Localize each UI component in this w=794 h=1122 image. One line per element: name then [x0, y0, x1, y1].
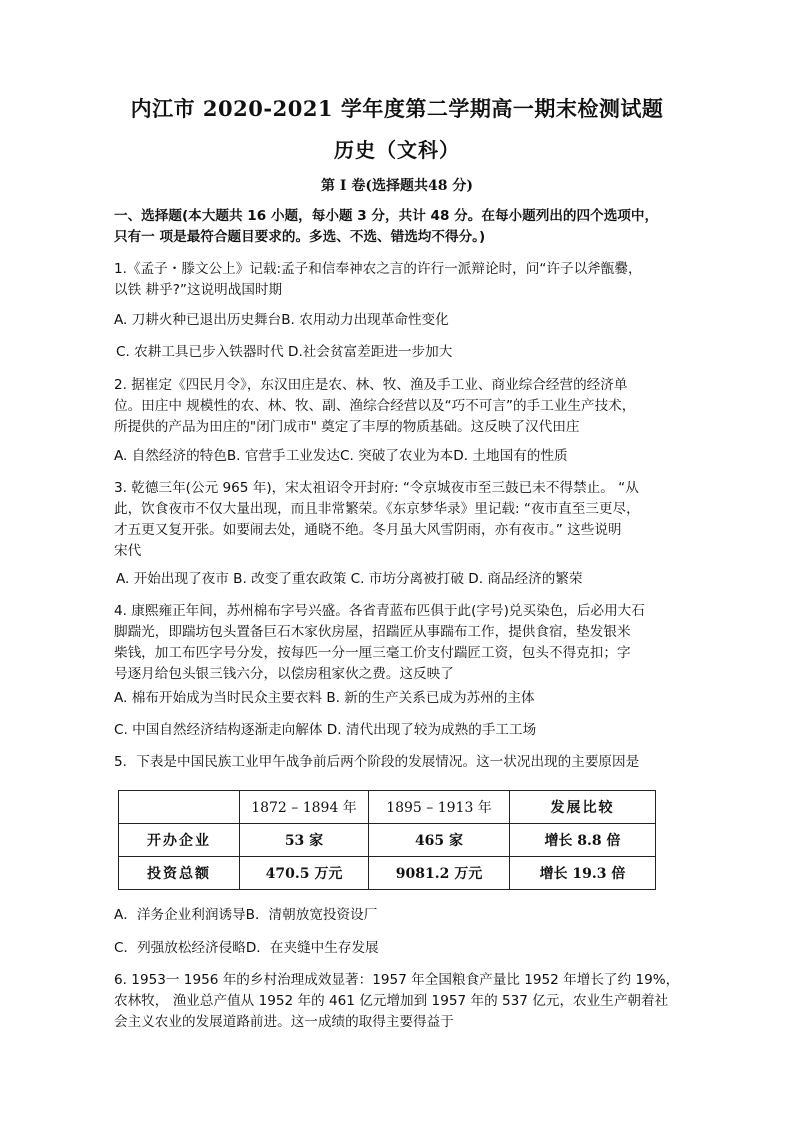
table-header-cell: [119, 791, 240, 824]
instructions-line: 只有一 项是最符合题目要求的。多选、不选、错选均不得分。): [114, 229, 486, 245]
question-4-option: C. 中国自然经济结构逐渐走向解体 D. 清代出现了较为成熟的手工工场: [114, 722, 537, 738]
section-heading: 第 Ⅰ 卷(选择题共48 分): [321, 178, 473, 194]
instructions-line: 一、选择题(本大题共 16 小题，每小题 3 分，共计 48 分。在每小题列出的四个选项中，: [114, 208, 659, 224]
table-cell: 470.5 万元: [240, 857, 369, 890]
question-5-option: C．列强放松经济侵略D．在夹缝中生存发展: [114, 940, 379, 956]
table-row: [119, 857, 656, 890]
question-3-stem: 3. 乾德三年(公元 965 年)，宋太祖诏令开封府: “令京城夜市至三鼓已未不得禁止。 “从 此，饮食夜市不仅大量出现，而且非常繁荣。《东京梦华录》里记载: “夜市直至三更尽， 才五更又复开张。如要闹去处，通晓不绝。冬月虽大风雪阴雨，亦有夜市。” 这些说明 宋代: [114, 480, 640, 559]
table-cell: 开办企业: [119, 824, 240, 857]
question-1-option: C. 农耕工具已步入铁器时代 D.社会贫富差距进一步加大: [116, 344, 453, 360]
question-4-option: A. 棉布开始成为当时民众主要衣料 B. 新的生产关系已成为苏州的主体: [114, 690, 535, 706]
question-1-option: A. 刀耕火种已退出历史舞台B. 农用动力出现革命性变化: [114, 312, 449, 328]
question-4-stem: 4. 康熙雍正年间，苏州棉布字号兴盛。各省青蓝布匹俱于此(字号)兑买染色，后必用大石 脚踹光，即踹坊包头置备巨石木家伙房屋，招踹匠从事踹布工作，提供食宿，垫发银米 柴钱，加工布匹字号分发，按每匹一分一厘三毫工价支付踹匠工资，包头不得克扣；字 号逐月给包头银三钱六分，以偿房租家伙之费。这反映了: [114, 603, 645, 682]
table-cell: 9081.2 万元: [369, 857, 510, 890]
question-3-option: A. 开始出现了夜市 B. 改变了重农政策 C. 市坊分离被打破 D. 商品经济的繁荣: [116, 571, 583, 587]
question-5-option: A．洋务企业利润诱导B．清朝放宽投资设厂: [114, 907, 378, 923]
question-5-stem: 5．下表是中国民族工业甲午战争前后两个阶段的发展情况。这一状况出现的主要原因是: [114, 754, 640, 770]
question-2-option: A. 自然经济的特色B. 官营手工业发达C. 突破了农业为本D. 土地国有的性质: [114, 448, 568, 464]
table-header-cell: 1872 – 1894 年: [240, 791, 369, 824]
data-table: [118, 790, 656, 890]
table-cell: 增长 19.3 倍: [510, 857, 656, 890]
instructions: [114, 206, 694, 248]
table-header-cell: 发展比较: [510, 791, 656, 824]
question-6-stem: 6. 1953一 1956 年的乡村治理成效显著：1957 年全国粮食产量比 1952 年增长了约 19%， 农林牧， 渔业总产值从 1952 年的 461 亿元增加到 1957 年的 537 亿元，农业生产朝着社 会主义农业的发展道路前进。这一成绩的取得主要得益于: [114, 972, 680, 1030]
table-cell: 465 家: [369, 824, 510, 857]
table-cell: 53 家: [240, 824, 369, 857]
question-2-stem: 2. 据崔定《四民月令》，东汉田庄是农、林、牧、渔及手工业、商业综合经营的经济单 位。田庄中 规模性的农、林、牧、副、渔综合经营以及“巧不可言”的手工业生产技术， 所提供的产品为田庄的"闭门成市" 奠定了丰厚的物质基础。这反映了汉代田庄: [114, 377, 636, 435]
exam-subject: 历史（文科）: [334, 138, 460, 162]
table-cell: 增长 8.8 倍: [510, 824, 656, 857]
table-cell: 投资总额: [119, 857, 240, 890]
question-1-stem: 1.《孟子・滕文公上》记载:孟子和信奉神农之言的许行一派辩论时，问“许子以斧甑爨， 以铁 耕乎?”这说明战国时期: [114, 261, 642, 298]
table-header-cell: 1895 – 1913 年: [369, 791, 510, 824]
exam-title: 内江市 2020-2021 学年度第二学期高一期末检测试题: [130, 96, 664, 121]
table-row: [119, 824, 656, 857]
table-header-row: [119, 791, 656, 824]
